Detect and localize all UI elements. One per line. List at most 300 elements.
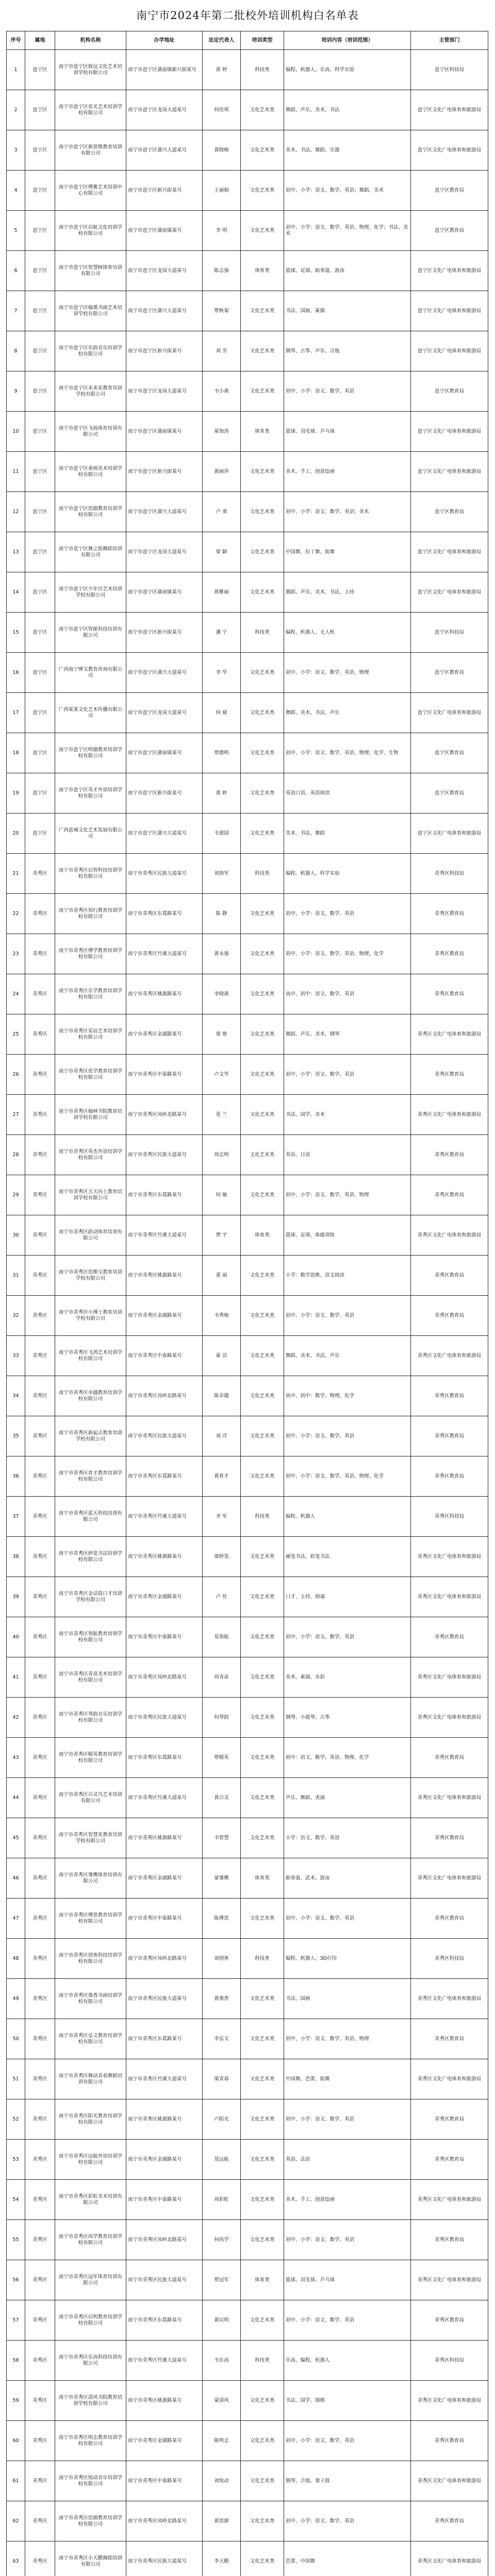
cell-org-name: 南宁市邕宁区英才外语培训学校有限公司	[55, 773, 126, 814]
cell-legal-rep: 刘 洋	[203, 1416, 241, 1456]
cell-org-name: 南宁市青秀区新起点教育培训学校有限公司	[55, 1416, 126, 1456]
cell-index: 32	[7, 1296, 25, 1336]
cell-index: 48	[7, 1939, 25, 1979]
cell-address: 南宁市青秀区民族大道某号	[126, 1698, 203, 1738]
cell-org-name: 南宁市青秀区博学教育培训学校有限公司	[55, 934, 126, 974]
table-row	[7, 2300, 488, 2341]
cell-content: 初中、小学：语文、数学、英语	[284, 1296, 411, 1336]
cell-org-name: 南宁市邕宁区翰墨书画艺术培训学校有限公司	[55, 291, 126, 331]
cell-org-name: 南宁市青秀区英杰外语培训学校有限公司	[55, 1135, 126, 1175]
cell-address: 南宁市邕宁区新兴街某号	[126, 613, 203, 653]
cell-type: 文化艺术类	[241, 773, 284, 814]
cell-type: 文化艺术类	[241, 2300, 284, 2341]
cell-content: 书法、国画、素描	[284, 291, 411, 331]
cell-authority: 青秀区教育局	[411, 934, 488, 974]
cell-legal-rep: 何琴韵	[203, 1698, 241, 1738]
cell-district: 青秀区	[25, 2099, 55, 2140]
cell-legal-rep: 刘悦动	[203, 2461, 241, 2501]
cell-index: 38	[7, 1537, 25, 1577]
cell-legal-rep: 何 敏	[203, 1175, 241, 1215]
cell-authority: 青秀区教育局	[411, 1456, 488, 1497]
cell-legal-rep: 韦小燕	[203, 371, 241, 412]
cell-district: 青秀区	[25, 1778, 55, 1818]
cell-district: 青秀区	[25, 854, 55, 894]
cell-district: 邕宁区	[25, 50, 55, 90]
cell-district: 青秀区	[25, 2180, 55, 2220]
cell-district: 邕宁区	[25, 773, 55, 814]
cell-address: 南宁市邕宁区蒲庙镇某号	[126, 572, 203, 613]
cell-legal-rep: 黄丽萍	[203, 452, 241, 492]
cell-type: 体育类	[241, 251, 284, 291]
cell-legal-rep: 陈志强	[203, 251, 241, 291]
cell-address: 南宁市邕宁区龙岗大道某号	[126, 371, 203, 412]
table-row	[7, 1215, 488, 1256]
cell-district: 青秀区	[25, 2541, 55, 2576]
cell-legal-rep: 陈博思	[203, 1899, 241, 1939]
cell-district: 青秀区	[25, 1256, 55, 1296]
cell-type: 文化艺术类	[241, 331, 284, 371]
cell-address: 南宁市邕宁区新兴街某号	[126, 331, 203, 371]
cell-content: 英语、法语	[284, 2140, 411, 2180]
cell-address: 南宁市青秀区中泰路某号	[126, 1055, 203, 1095]
cell-index: 44	[7, 1778, 25, 1818]
cell-org-name: 南宁市青秀区思维宝教育培训学校有限公司	[55, 1256, 126, 1296]
cell-content: 初中、小学：语文、数学、英语、物理、化学；书法、美术	[284, 211, 411, 251]
cell-content: 初中、小学：语文、数学、英语	[284, 1617, 411, 1657]
cell-type: 文化艺术类	[241, 492, 284, 532]
cell-index: 47	[7, 1899, 25, 1939]
cell-type: 文化艺术类	[241, 2501, 284, 2541]
table-row	[7, 1175, 488, 1215]
cell-authority: 青秀区文化广电体育和旅游局	[411, 1336, 488, 1376]
cell-address: 南宁市青秀区民族大道某号	[126, 1416, 203, 1456]
cell-content: 中国舞、拉丁舞、街舞	[284, 532, 411, 572]
cell-index: 27	[7, 1095, 25, 1135]
cell-address: 南宁市青秀区东葛路某号	[126, 2300, 203, 2341]
cell-org-name: 南宁市青秀区跃动体育培训有限公司	[55, 1215, 126, 1256]
cell-address: 南宁市青秀区金湖路某号	[126, 1577, 203, 1617]
cell-org-name: 南宁市邕宁区未来星教育培训学校有限公司	[55, 371, 126, 412]
cell-address: 南宁市邕宁区新兴街某号	[126, 171, 203, 211]
cell-authority: 邕宁区文化广电体育和旅游局	[411, 452, 488, 492]
cell-authority: 青秀区文化广电体育和旅游局	[411, 1979, 488, 2019]
cell-address: 南宁市青秀区东葛路某号	[126, 894, 203, 934]
cell-index: 57	[7, 2300, 25, 2341]
cell-content: 钢琴、古筝、声乐、吉他	[284, 331, 411, 371]
table-row	[7, 1617, 488, 1657]
cell-legal-rep: 覃 宇	[203, 1215, 241, 1256]
cell-legal-rep: 韦乐高	[203, 2341, 241, 2381]
cell-type: 文化艺术类	[241, 1256, 284, 1296]
table-row	[7, 251, 488, 291]
cell-address: 南宁市青秀区中泰路某号	[126, 1336, 203, 1376]
cell-authority: 青秀区文化广电体育和旅游局	[411, 1858, 488, 1899]
cell-content: 美术、书法、舞蹈、乐器	[284, 130, 411, 171]
cell-org-name: 南宁市青秀区启明教育培训学校有限公司	[55, 2300, 126, 2341]
cell-district: 邕宁区	[25, 251, 55, 291]
cell-type: 文化艺术类	[241, 934, 284, 974]
table-row	[7, 1497, 488, 1537]
cell-content: 初中、小学：语文、数学、英语	[284, 2421, 411, 2461]
cell-org-name: 南宁市青秀区启智科技培训学校有限公司	[55, 854, 126, 894]
cell-org-name: 南宁市青秀区卓越教育培训学校有限公司	[55, 1376, 126, 1416]
cell-content: 篮球、足球、体能训练	[284, 1215, 411, 1256]
cell-index: 4	[7, 171, 25, 211]
cell-content: 初中、小学：语文、数学、英语、物理	[284, 1175, 411, 1215]
cell-index: 26	[7, 1055, 25, 1095]
cell-legal-rep: 潘 宁	[203, 613, 241, 653]
cell-district: 青秀区	[25, 1336, 55, 1376]
cell-org-name: 广西某某文化艺术传播有限公司	[55, 693, 126, 733]
table-row	[7, 693, 488, 733]
cell-org-name: 南宁市青秀区优学教育培训学校有限公司	[55, 1055, 126, 1095]
cell-type: 文化艺术类	[241, 1456, 284, 1497]
cell-district: 青秀区	[25, 1657, 55, 1698]
cell-legal-rep: 何佳琪	[203, 90, 241, 130]
cell-address: 南宁市邕宁区新兴街某号	[126, 452, 203, 492]
cell-org-name: 南宁市青秀区小天鹅舞蹈培训有限公司	[55, 2541, 126, 2576]
cell-authority: 邕宁区教育局	[411, 773, 488, 814]
cell-index: 22	[7, 894, 25, 934]
cell-authority: 青秀区教育局	[411, 1617, 488, 1657]
cell-index: 41	[7, 1657, 25, 1698]
table-row	[7, 1979, 488, 2019]
cell-type: 文化艺术类	[241, 1818, 284, 1858]
cell-authority: 青秀区科技局	[411, 854, 488, 894]
cell-district: 青秀区	[25, 1858, 55, 1899]
cell-address: 南宁市青秀区凤岭北路某号	[126, 1657, 203, 1698]
cell-district: 青秀区	[25, 1617, 55, 1657]
table-row	[7, 171, 488, 211]
table-row	[7, 1698, 488, 1738]
cell-legal-rep: 黄 婷	[203, 50, 241, 90]
cell-type: 文化艺术类	[241, 291, 284, 331]
cell-district: 邕宁区	[25, 291, 55, 331]
cell-type: 文化艺术类	[241, 814, 284, 854]
cell-district: 邕宁区	[25, 211, 55, 251]
cell-address: 南宁市邕宁区龙岗大道某号	[126, 532, 203, 572]
cell-content: 书法、国画	[284, 1979, 411, 2019]
cell-address: 南宁市邕宁区龙岗大道某号	[126, 90, 203, 130]
table-row	[7, 2421, 488, 2461]
cell-org-name: 南宁市青秀区远航外语培训学校有限公司	[55, 2140, 126, 2180]
cell-legal-rep: 覃精英	[203, 1738, 241, 1778]
cell-org-name: 南宁市青秀区创客科技培训学校有限公司	[55, 1939, 126, 1979]
cell-index: 24	[7, 974, 25, 1014]
cell-address: 南宁市青秀区竹溪大道某号	[126, 2059, 203, 2099]
cell-type: 文化艺术类	[241, 532, 284, 572]
cell-legal-rep: 刘海军	[203, 854, 241, 894]
cell-org-name: 南宁市青秀区天天向上教育培训学校有限公司	[55, 1175, 126, 1215]
cell-authority: 青秀区教育局	[411, 2019, 488, 2059]
cell-authority: 邕宁区科技局	[411, 613, 488, 653]
cell-authority: 青秀区文化广电体育和旅游局	[411, 1657, 488, 1698]
cell-content: 初中、小学：语文、数学、英语	[284, 2220, 411, 2260]
table-row	[7, 492, 488, 532]
cell-legal-rep: 韦智慧	[203, 1818, 241, 1858]
table-row	[7, 1738, 488, 1778]
cell-authority: 青秀区教育局	[411, 1899, 488, 1939]
cell-org-name: 南宁市青秀区精英教育培训学校有限公司	[55, 1738, 126, 1778]
cell-authority: 青秀区文化广电体育和旅游局	[411, 2541, 488, 2576]
table-row	[7, 613, 488, 653]
cell-org-name: 南宁市青秀区阳光教育培训学校有限公司	[55, 2099, 126, 2140]
cell-content: 初中、小学：语文、数学、英语、物理、化学、生物	[284, 733, 411, 773]
cell-authority: 青秀区教育局	[411, 1416, 488, 1456]
cell-content: 芭蕾、中国舞	[284, 2541, 411, 2576]
cell-content: 舞蹈、声乐、美术、书法	[284, 90, 411, 130]
cell-district: 邕宁区	[25, 90, 55, 130]
cell-authority: 邕宁区教育局	[411, 653, 488, 693]
cell-org-name: 南宁市邕宁区智能科技培训有限公司	[55, 613, 126, 653]
cell-legal-rep: 莫远航	[203, 2140, 241, 2180]
cell-type: 文化艺术类	[241, 2421, 284, 2461]
cell-address: 南宁市青秀区桃源路某号	[126, 2381, 203, 2421]
table-row	[7, 2381, 488, 2421]
cell-legal-rep: 周志明	[203, 1135, 241, 1175]
cell-org-name: 南宁市青秀区博思教育培训学校有限公司	[55, 1899, 126, 1939]
cell-type: 文化艺术类	[241, 1014, 284, 1055]
cell-type: 体育类	[241, 1215, 284, 1256]
cell-address: 南宁市邕宁区蒲庙镇某号	[126, 412, 203, 452]
cell-district: 青秀区	[25, 1135, 55, 1175]
table-row	[7, 2260, 488, 2300]
table-row	[7, 90, 488, 130]
table-row	[7, 130, 488, 171]
cell-index: 17	[7, 693, 25, 733]
cell-content: 初中、小学：语文、数学、英语	[284, 1055, 411, 1095]
cell-index: 40	[7, 1617, 25, 1657]
cell-address: 南宁市青秀区金湖路某号	[126, 1296, 203, 1336]
cell-index: 55	[7, 2220, 25, 2260]
table-row	[7, 2099, 488, 2140]
cell-address: 南宁市青秀区桃源路某号	[126, 1537, 203, 1577]
cell-authority: 青秀区教育局	[411, 2140, 488, 2180]
cell-type: 文化艺术类	[241, 371, 284, 412]
cell-index: 28	[7, 1135, 25, 1175]
cell-type: 科技类	[241, 50, 284, 90]
table-row	[7, 1778, 488, 1818]
cell-district: 青秀区	[25, 1738, 55, 1778]
table-row	[7, 371, 488, 412]
cell-content: 舞蹈、美术、书法、声乐	[284, 693, 411, 733]
cell-authority: 青秀区文化广电体育和旅游局	[411, 1778, 488, 1818]
cell-type: 文化艺术类	[241, 2019, 284, 2059]
cell-authority: 青秀区科技局	[411, 1497, 488, 1537]
cell-address: 南宁市邕宁区蒲庙镇某号	[126, 211, 203, 251]
cell-authority: 青秀区文化广电体育和旅游局	[411, 1698, 488, 1738]
cell-type: 科技类	[241, 1939, 284, 1979]
cell-type: 文化艺术类	[241, 1899, 284, 1939]
cell-authority: 邕宁区文化广电体育和旅游局	[411, 572, 488, 613]
cell-org-name: 广西南宁博文教育咨询有限公司	[55, 653, 126, 693]
cell-type: 文化艺术类	[241, 1055, 284, 1095]
table-row	[7, 1537, 488, 1577]
cell-content: 编程、机器人、3D打印	[284, 1939, 411, 1979]
cell-index: 63	[7, 2541, 25, 2576]
cell-org-name: 南宁市青秀区冠军体育培训有限公司	[55, 2260, 126, 2300]
cell-org-name: 南宁市青秀区金话筒口才培训学校有限公司	[55, 1577, 126, 1617]
cell-address: 南宁市青秀区金湖路某号	[126, 1858, 203, 1899]
cell-address: 南宁市邕宁区蒲庙镇新兴街某号	[126, 50, 203, 90]
cell-index: 19	[7, 773, 25, 814]
cell-index: 36	[7, 1456, 25, 1497]
cell-legal-rep: 何尚学	[203, 2220, 241, 2260]
cell-address: 南宁市青秀区竹溪大道某号	[126, 934, 203, 974]
cell-index: 9	[7, 371, 25, 412]
table-row	[7, 2180, 488, 2220]
cell-legal-rep: 李 华	[203, 653, 241, 693]
cell-district: 青秀区	[25, 1537, 55, 1577]
cell-authority: 青秀区文化广电体育和旅游局	[411, 1014, 488, 1055]
cell-content: 篮球、羽毛球、乒乓球	[284, 412, 411, 452]
cell-content: 初中、小学：语文、数学、英语、物理	[284, 2019, 411, 2059]
cell-legal-rep: 黄启明	[203, 2300, 241, 2341]
table-row	[7, 1657, 488, 1698]
cell-district: 邕宁区	[25, 613, 55, 653]
cell-org-name: 南宁市邕宁区博雅艺术培训中心有限公司	[55, 171, 126, 211]
cell-legal-rep: 蒙雏鹰	[203, 1858, 241, 1899]
cell-type: 文化艺术类	[241, 2461, 284, 2501]
cell-address: 南宁市邕宁区新兴街某号	[126, 773, 203, 814]
cell-legal-rep: 黄 婷	[203, 773, 241, 814]
cell-type: 文化艺术类	[241, 1657, 284, 1698]
cell-district: 邕宁区	[25, 814, 55, 854]
cell-index: 15	[7, 613, 25, 653]
cell-authority: 青秀区教育局	[411, 1818, 488, 1858]
cell-type: 文化艺术类	[241, 452, 284, 492]
cell-index: 46	[7, 1858, 25, 1899]
cell-content: 英语、日语	[284, 1135, 411, 1175]
cell-index: 10	[7, 412, 25, 452]
cell-authority: 青秀区文化广电体育和旅游局	[411, 2260, 488, 2300]
cell-index: 11	[7, 452, 25, 492]
cell-type: 科技类	[241, 1497, 284, 1537]
cell-authority: 青秀区文化广电体育和旅游局	[411, 2180, 488, 2220]
cell-org-name: 南宁市邕宁区飞扬体育培训有限公司	[55, 412, 126, 452]
cell-content: 硬笔书法、软笔书法	[284, 1537, 411, 1577]
cell-address: 南宁市邕宁区蒲兴大道某号	[126, 130, 203, 171]
cell-org-name: 南宁市青秀区乐学教育培训学校有限公司	[55, 974, 126, 1014]
cell-address: 南宁市青秀区中泰路某号	[126, 2180, 203, 2220]
cell-authority: 青秀区文化广电体育和旅游局	[411, 1537, 488, 1577]
header-type: 培训类型	[241, 31, 284, 50]
cell-content: 初中、小学：语文、数学、英语	[284, 1899, 411, 1939]
cell-authority: 邕宁区文化广电体育和旅游局	[411, 412, 488, 452]
cell-authority: 邕宁区科技局	[411, 50, 488, 90]
cell-org-name: 南宁市邕宁区智慧树体育培训有限公司	[55, 251, 126, 291]
cell-authority: 青秀区教育局	[411, 2099, 488, 2140]
cell-content: 舞蹈、声乐、美术、书法、主持	[284, 572, 411, 613]
cell-authority: 青秀区教育局	[411, 1738, 488, 1778]
cell-legal-rep: 梁妙笔	[203, 1537, 241, 1577]
cell-content: 编程、机器人	[284, 1497, 411, 1537]
cell-type: 文化艺术类	[241, 130, 284, 171]
table-row	[7, 1416, 488, 1456]
cell-legal-rep: 卢 佳	[203, 1577, 241, 1617]
table-row	[7, 1577, 488, 1617]
cell-district: 青秀区	[25, 1979, 55, 2019]
cell-authority: 青秀区教育局	[411, 1055, 488, 1095]
cell-address: 南宁市邕宁区蒲兴大道某号	[126, 291, 203, 331]
cell-type: 文化艺术类	[241, 171, 284, 211]
cell-org-name: 南宁市青秀区翰林书院教育培训学校有限公司	[55, 1095, 126, 1135]
cell-address: 南宁市邕宁区龙岗大道某号	[126, 251, 203, 291]
cell-legal-rep: 陈卓越	[203, 1376, 241, 1416]
cell-content: 初中、小学：语文、数学、英语	[284, 2300, 411, 2341]
cell-org-name: 南宁市青秀区育才教育培训学校有限公司	[55, 1456, 126, 1497]
cell-district: 青秀区	[25, 934, 55, 974]
cell-content: 跆拳道、武术、游泳	[284, 1858, 411, 1899]
cell-address: 南宁市青秀区凤岭北路某号	[126, 1095, 203, 1135]
cell-content: 舞蹈、美术、书法、声乐	[284, 1336, 411, 1376]
cell-district: 青秀区	[25, 894, 55, 934]
cell-type: 文化艺术类	[241, 2541, 284, 2576]
cell-content: 书法、国学、美术	[284, 1095, 411, 1135]
cell-address: 南宁市青秀区竹溪大道某号	[126, 1497, 203, 1537]
cell-type: 文化艺术类	[241, 1778, 284, 1818]
cell-district: 青秀区	[25, 2220, 55, 2260]
cell-content: 美术、素描、水彩	[284, 1657, 411, 1698]
cell-org-name: 南宁市邕宁区童画美术培训学校有限公司	[55, 452, 126, 492]
cell-type: 文化艺术类	[241, 1577, 284, 1617]
cell-content: 篮球、羽毛球、乒乓球	[284, 2260, 411, 2300]
cell-index: 16	[7, 653, 25, 693]
cell-type: 文化艺术类	[241, 1738, 284, 1778]
table-row	[7, 894, 488, 934]
cell-authority: 青秀区教育局	[411, 1256, 488, 1296]
cell-district: 青秀区	[25, 1577, 55, 1617]
cell-content: 钢琴、小提琴、古筝	[284, 1698, 411, 1738]
cell-district: 青秀区	[25, 2260, 55, 2300]
cell-index: 8	[7, 331, 25, 371]
cell-legal-rep: 李晓燕	[203, 974, 241, 1014]
cell-authority: 邕宁区文化广电体育和旅游局	[411, 251, 488, 291]
cell-org-name: 南宁市邕宁区致远文化艺术培训学校有限公司	[55, 50, 126, 90]
cell-index: 29	[7, 1175, 25, 1215]
cell-type: 科技类	[241, 613, 284, 653]
cell-authority: 青秀区文化广电体育和旅游局	[411, 2461, 488, 2501]
cell-legal-rep: 黄墨香	[203, 1979, 241, 2019]
table-row	[7, 532, 488, 572]
cell-org-name: 南宁市邕宁区新思维教育培训有限公司	[55, 130, 126, 171]
cell-address: 南宁市邕宁区龙岗大道某号	[126, 693, 203, 733]
cell-content: 小学：语文、数学、英语	[284, 1818, 411, 1858]
cell-type: 文化艺术类	[241, 693, 284, 733]
table-row	[7, 2220, 488, 2260]
cell-org-name: 南宁市青秀区弘文教育培训学校有限公司	[55, 2019, 126, 2059]
cell-district: 邕宁区	[25, 653, 55, 693]
cell-org-name: 南宁市青秀区小博士教育培训学校有限公司	[55, 1296, 126, 1336]
cell-legal-rep: 梁 艳	[203, 1014, 241, 1055]
cell-org-name: 南宁市青秀区星辰艺术培训学校有限公司	[55, 1014, 126, 1055]
cell-index: 18	[7, 733, 25, 773]
cell-content: 书法、国学、围棋	[284, 2381, 411, 2421]
cell-index: 14	[7, 572, 25, 613]
cell-authority: 青秀区文化广电体育和旅游局	[411, 1215, 488, 1256]
cell-org-name: 南宁市青秀区悦动音乐培训学校有限公司	[55, 2461, 126, 2501]
header-district: 属地	[25, 31, 55, 50]
cell-content: 小学：数学思维、语文阅读	[284, 1256, 411, 1296]
cell-authority: 邕宁区教育局	[411, 492, 488, 532]
cell-type: 文化艺术类	[241, 1416, 284, 1456]
header-content: 培训内容（培训范围）	[284, 31, 411, 50]
cell-type: 体育类	[241, 412, 284, 452]
cell-authority: 青秀区科技局	[411, 1939, 488, 1979]
table-row	[7, 2341, 488, 2381]
cell-org-name: 南宁市青秀区知行教育培训学校有限公司	[55, 894, 126, 934]
cell-district: 邕宁区	[25, 452, 55, 492]
